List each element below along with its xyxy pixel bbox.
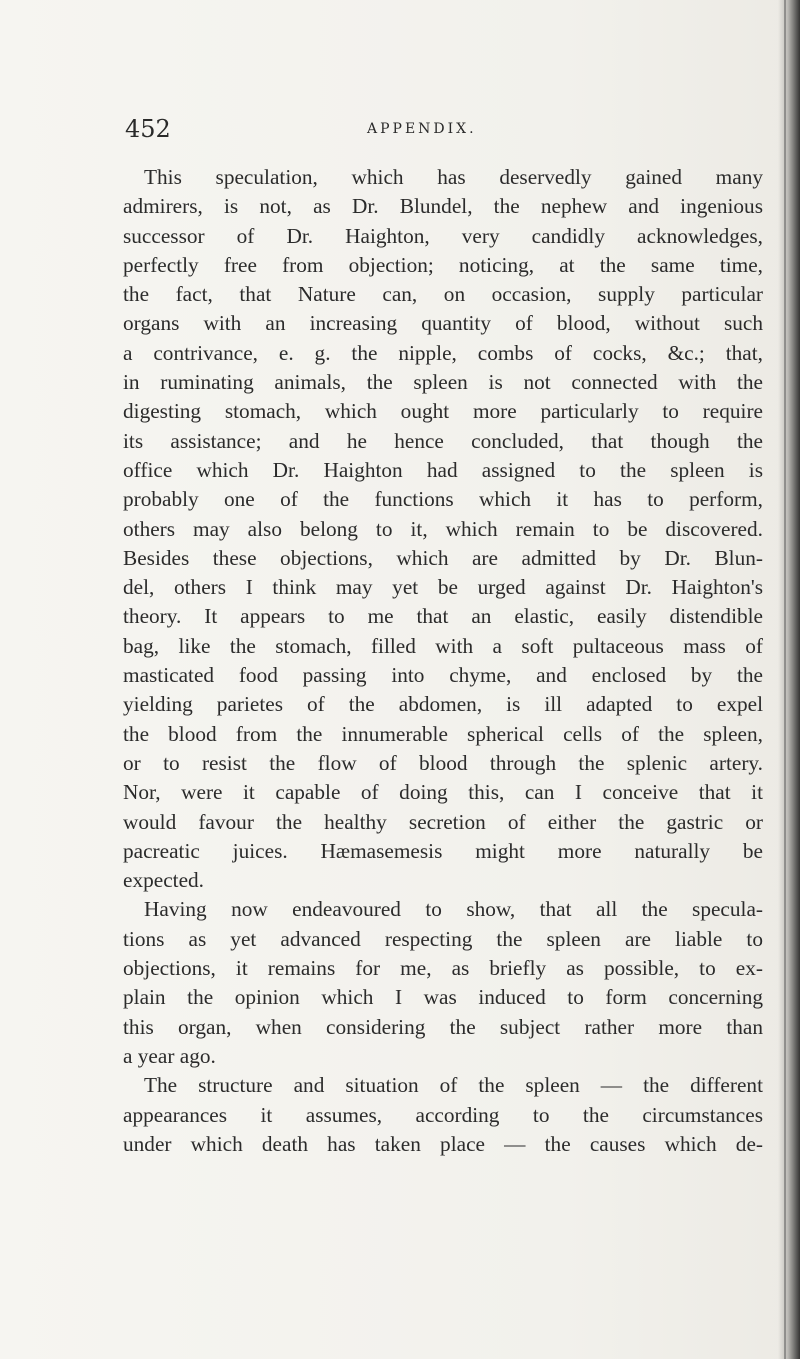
- text-line: the fact, that Nature can, on occasion, supply particular: [123, 282, 763, 307]
- text-line: Besides these objections, which are admitted by Dr. Blun-: [123, 545, 763, 570]
- text-line: theory. It appears to me that an elastic, easily distendible: [123, 604, 763, 629]
- text-line: digesting stomach, which ought more particularly to require: [123, 399, 763, 424]
- text-line: objections, it remains for me, as briefly as possible, to ex-: [123, 956, 763, 981]
- text-line: plain the opinion which I was induced to form concerning: [123, 985, 763, 1010]
- text-line: Nor, were it capable of doing this, can I conceive that it: [123, 780, 763, 805]
- text-line: its assistance; and he hence concluded, that though the: [123, 428, 763, 453]
- text-line: del, others I think may yet be urged against Dr. Haighton's: [123, 575, 763, 600]
- body-text: [123, 163, 763, 1159]
- text-line: would favour the healthy secretion of either the gastric or: [123, 809, 763, 834]
- text-line: probably one of the functions which it has to perform,: [123, 487, 763, 512]
- page-edge-line: [784, 0, 786, 1359]
- text-line: perfectly free from objection; noticing, at the same time,: [123, 252, 763, 277]
- text-line: or to resist the flow of blood through the splenic artery.: [123, 750, 763, 775]
- text-line: organs with an increasing quantity of blood, without such: [123, 311, 763, 336]
- text-line: a year ago.: [123, 1043, 216, 1068]
- running-head: APPENDIX.: [367, 121, 477, 137]
- text-line: under which death has taken place — the causes which de-: [123, 1131, 763, 1156]
- text-line: successor of Dr. Haighton, very candidly acknowledges,: [123, 223, 763, 248]
- page-number: 452: [125, 115, 171, 143]
- text-line: tions as yet advanced respecting the spleen are liable to: [123, 926, 763, 951]
- text-line: This speculation, which has deservedly gained many: [144, 165, 763, 189]
- page-header: [125, 115, 765, 145]
- text-line: yielding parietes of the abdomen, is ill adapted to expel: [123, 692, 763, 717]
- text-line: Having now endeavoured to show, that all the specula-: [144, 897, 763, 922]
- text-line: admirers, is not, as Dr. Blundel, the nephew and ingenious: [123, 194, 763, 219]
- page-edge-shadow: [778, 0, 800, 1359]
- text-line: pacreatic juices. Hæmasemesis might more naturally be: [123, 838, 763, 863]
- text-line: others may also belong to it, which remain to be discovered.: [123, 516, 763, 541]
- text-line: expected.: [123, 868, 204, 893]
- text-line: masticated food passing into chyme, and enclosed by the: [123, 663, 763, 688]
- text-line: The structure and situation of the spleen — the different: [144, 1073, 763, 1098]
- text-line: bag, like the stomach, filled with a soft pultaceous mass of: [123, 633, 763, 658]
- text-line: a contrivance, e. g. the nipple, combs of cocks, &c.; that,: [123, 340, 763, 365]
- text-line: in ruminating animals, the spleen is not connected with the: [123, 370, 763, 395]
- text-line: the blood from the innumerable spherical cells of the spleen,: [123, 721, 763, 746]
- text-line: this organ, when considering the subject rather more than: [123, 1014, 763, 1039]
- text-line: appearances it assumes, according to the circumstances: [123, 1102, 763, 1127]
- text-line: office which Dr. Haighton had assigned to the spleen is: [123, 457, 763, 482]
